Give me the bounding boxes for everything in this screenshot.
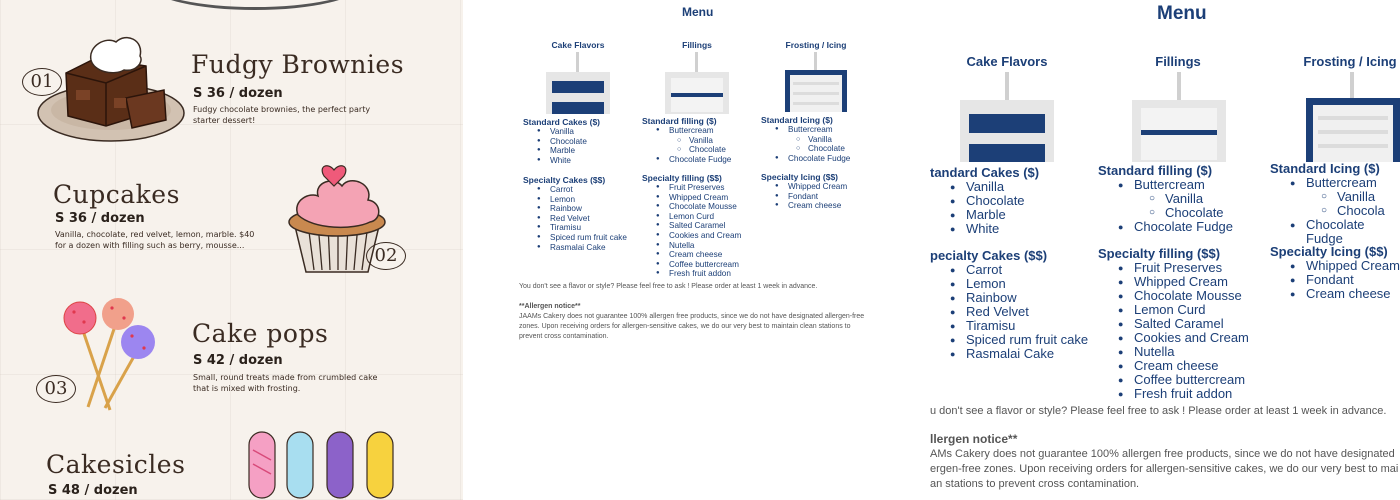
list-item: ○ Vanilla [1098,192,1233,206]
list-item: ● Coffee buttercream [1098,373,1249,387]
menu-document-zoomed [930,0,1400,500]
list-item: ● Chocolate Fudge [642,155,731,165]
cake-specialty-section [930,248,1088,361]
cake-specialty-heading: Specialty Cakes ($$) [523,175,606,185]
list-item: ● Rainbow [523,204,627,214]
list-item: ● Lemon [523,195,627,205]
frosting-standard-heading: Standard Icing ($) [761,115,833,125]
allergen-heading: **Allergen notice** [519,303,581,310]
list-item: ● Chocolate Mousse [642,202,741,212]
allergen-line-2: ergen-free zones. Upon receiving orders for allergen-sensitive cakes, we do our very best to mai [930,463,1399,475]
list-item: ● Marble [930,208,1039,222]
frosting-specialty-heading: Specialty Icing ($$) [1270,244,1388,259]
list-item: ● Whipped Cream [1098,275,1249,289]
list-item: ● Buttercream [761,125,850,135]
list-item: ● Spiced rum fruit cake [930,333,1088,347]
allergen-text: JAAMs Cakery does not guarantee 100% allergen free products, since we do not have designated allergen-free zones. Upon receiving orders for allergen-sensitive cakes, we do our very best to maintain clean stations to prevent cross contamination. [519,313,865,340]
allergen-heading: llergen notice** [930,432,1018,446]
frosting-specialty-heading: Specialty Icing ($$) [761,172,838,182]
fillings-specialty-heading: Specialty filling ($$) [1098,246,1221,261]
list-item: ● Cream cheese [1098,359,1249,373]
menu-title: Menu [1157,3,1207,24]
item-desc-cupcakes: Vanilla, chocolate, red velvet, lemon, marble. $40 for a dozen with filling such as berry, mousse... [55,230,255,250]
list-item: ● Whipped Cream [642,193,741,203]
col-head-cake-flavors: Cake Flavors [966,54,1048,69]
fillings-standard-section [642,116,731,164]
dessert-menu-panel [0,0,463,500]
fillings-specialty-section [1098,246,1249,401]
item-number-03: 03 [36,375,76,403]
list-item: ● Fresh fruit addon [1098,387,1249,401]
item-price-brownies: S 36 / dozen [193,86,283,101]
list-item: ● Fondant [761,192,847,202]
item-number-01: 01 [22,68,62,96]
list-item: ● Vanilla [930,180,1039,194]
item-title-brownies: Fudgy Brownies [191,50,405,79]
list-item: ● Cookies and Cream [1098,331,1249,345]
top-decorative-arc [150,0,360,10]
allergen-line-3: an stations to prevent cross contamination. [930,478,1140,490]
cake-standard-section [930,165,1039,236]
cake-slice-icon [1132,72,1226,162]
list-item: ● Rasmalai Cake [930,347,1088,361]
cakesicles-illustration [245,430,395,500]
order-note: u don't see a flavor or style? Please feel free to ask ! Please order at least 1 week in advance. [930,405,1387,417]
fillings-specialty-section [642,173,741,279]
list-item: ● Cream cheese [1270,287,1400,301]
allergen-line-1: AMs Cakery does not guarantee 100% allergen free products, since we do not have designated [930,448,1395,460]
list-item: ● Chocolate Fudge [1098,220,1233,234]
cake-slice-icon [1306,72,1400,162]
list-item: ● Vanilla [523,127,600,137]
list-item: ● Lemon Curd [1098,303,1249,317]
menu-document-small [463,0,930,500]
list-item: ● Chocolate Mousse [1098,289,1249,303]
frosting-standard-heading: Standard Icing ($) [1270,161,1380,176]
frosting-standard-section [761,115,850,163]
col-head-frosting: Frosting / Icing [1303,54,1397,69]
list-item: ● Fruit Preserves [1098,261,1249,275]
list-item: ● Buttercream [1270,176,1400,190]
item-title-cupcakes: Cupcakes [53,180,180,209]
list-item: ○ Chocola [1270,204,1400,218]
list-item: ● Marble [523,146,600,156]
cake-standard-heading: Standard Cakes ($) [523,117,600,127]
order-note: You don't see a flavor or style? Please feel free to ask ! Please order at least 1 week in advance. [519,283,818,290]
item-desc-brownies: Fudgy chocolate brownies, the perfect party starter dessert! [193,105,371,125]
list-item: ● Red Velvet [523,214,627,224]
list-item: ● Chocolate [930,194,1039,208]
fillings-specialty-heading: Specialty filling ($$) [642,173,722,183]
list-item: ● Cookies and Cream [642,231,741,241]
cake-slice-icon [665,52,729,114]
frosting-specialty-section [1270,244,1400,301]
list-item: ● Salted Caramel [642,221,741,231]
list-item: ● Buttercream [642,126,731,136]
list-item: ● Cream cheese [761,201,847,211]
list-item: ● Fondant [1270,273,1400,287]
cake-slice-icon [785,52,847,112]
fillings-standard-section [1098,163,1233,234]
list-item: ● Chocolate Fudge [761,154,850,164]
list-item: ● Nutella [1098,345,1249,359]
fillings-standard-heading: Standard filling ($) [1098,163,1213,178]
list-item: ● Whipped Cream [761,182,847,192]
frosting-standard-section [1270,161,1400,246]
cake-specialty-section [523,175,627,252]
cake-specialty-heading: pecialty Cakes ($$) [930,248,1048,263]
cake-slice-icon [960,72,1054,162]
item-title-cake-pops: Cake pops [192,319,329,348]
list-item: ○ Chocolate [642,145,731,155]
list-item: ● White [523,156,600,166]
list-item: ○ Vanilla [761,135,850,145]
frosting-specialty-section [761,172,847,211]
list-item: ● White [930,222,1039,236]
list-item: ● Fresh fruit addon [642,269,741,279]
list-item: ● Rasmalai Cake [523,243,627,253]
list-item: ● Nutella [642,241,741,251]
item-price-cake-pops: S 42 / dozen [193,353,283,368]
list-item: ● Red Velvet [930,305,1088,319]
list-item: ● Carrot [930,263,1088,277]
list-item: ○ Chocolate [761,144,850,154]
col-head-cake-flavors: Cake Flavors [551,40,605,50]
list-item: ● Lemon Curd [642,212,741,222]
item-title-cakesicles: Cakesicles [46,450,186,479]
list-item: ● Chocolate Fudge [1270,218,1400,246]
list-item: ● Tiramisu [930,319,1088,333]
list-item: ● Lemon [930,277,1088,291]
list-item: ● Cream cheese [642,250,741,260]
list-item: ● Whipped Cream [1270,259,1400,273]
item-price-cakesicles: S 48 / dozen [48,483,138,498]
item-number-02: 02 [366,242,406,270]
col-head-frosting: Frosting / Icing [785,40,847,50]
cake-pops-illustration [60,292,160,414]
list-item: ● Carrot [523,185,627,195]
list-item: ○ Vanilla [642,136,731,146]
menu-title: Menu [682,5,714,19]
list-item: ● Rainbow [930,291,1088,305]
cake-standard-heading: tandard Cakes ($) [930,165,1040,180]
item-desc-cake-pops: Small, round treats made from crumbled cake that is mixed with frosting. [193,373,378,393]
cake-slice-icon [546,52,610,114]
item-price-cupcakes: S 36 / dozen [55,211,145,226]
list-item: ● Salted Caramel [1098,317,1249,331]
list-item: ● Tiramisu [523,223,627,233]
list-item: ● Buttercream [1098,178,1233,192]
list-item: ● Coffee buttercream [642,260,741,270]
cake-standard-section [523,117,600,165]
list-item: ○ Chocolate [1098,206,1233,220]
list-item: ● Spiced rum fruit cake [523,233,627,243]
col-head-fillings: Fillings [1155,54,1201,69]
list-item: ○ Vanilla [1270,190,1400,204]
col-head-fillings: Fillings [682,40,712,50]
list-item: ● Fruit Preserves [642,183,741,193]
list-item: ● Chocolate [523,137,600,147]
fillings-standard-heading: Standard filling ($) [642,116,717,126]
